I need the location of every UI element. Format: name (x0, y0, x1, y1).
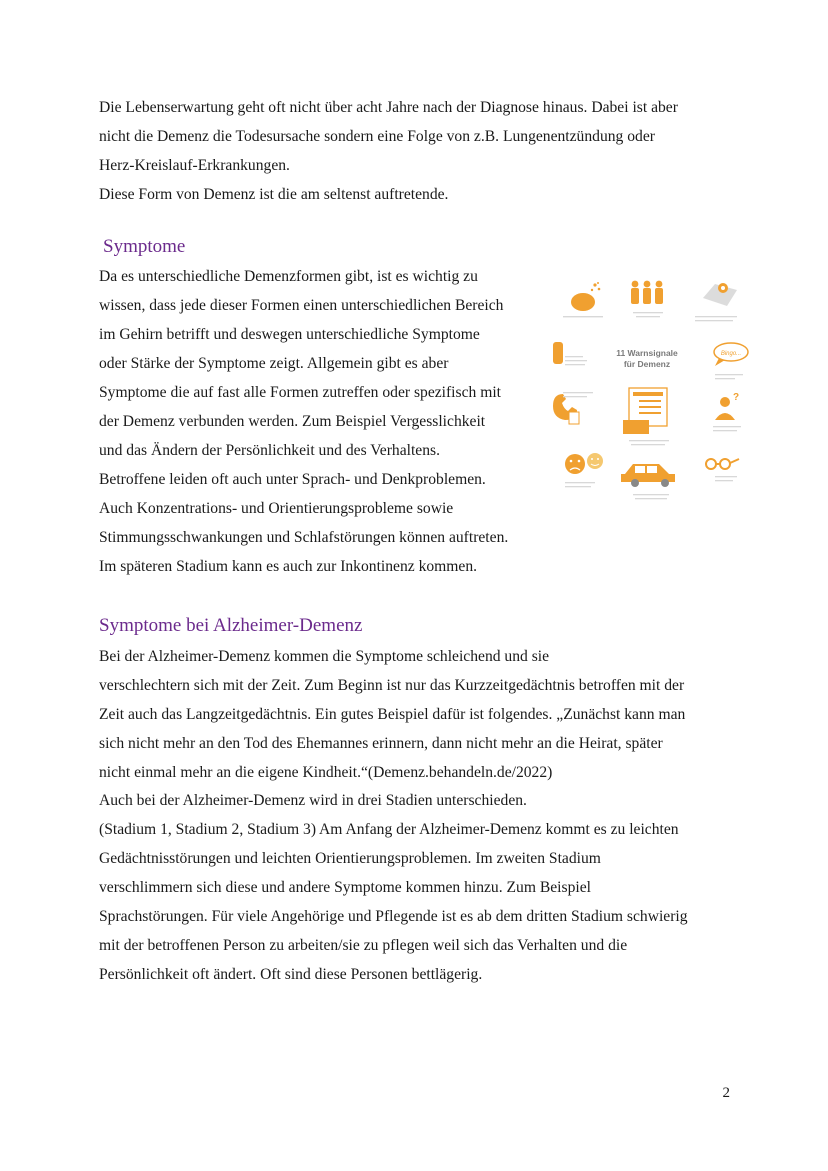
bingo-label: Bingo... (720, 351, 742, 357)
symptome-line-7: und das Ändern der Persönlichkeit und des Verhaltens. (99, 442, 440, 459)
alzheimer-line-6: Auch bei der Alzheimer-Demenz wird in drei Stadien unterschieden. (99, 792, 527, 809)
mood-faces-icon (565, 453, 603, 487)
svg-text:?: ? (733, 392, 740, 403)
alzheimer-line-2: verschlechtern sich mit der Zeit. Zum Beginn ist nur das Kurzzeitgedächtnis betroffen mit der (99, 677, 685, 694)
alzheimer-line-4: sich nicht mehr an den Tod des Ehemannes erinnern, dann nicht mehr an die Heirat, später (99, 735, 663, 752)
section-heading-symptome: Symptome (103, 236, 186, 257)
intro-line-4: Diese Form von Demenz ist die am seltenst auftretende. (99, 186, 449, 203)
symptome-line-6: der Demenz verbunden werden. Zum Beispiel Vergesslichkeit (99, 413, 486, 430)
symptome-line-5: Symptome die auf fast alle Formen zutreffen oder spezifisch mit (99, 384, 501, 401)
alzheimer-line-10: Sprachstörungen. Für viele Angehörige und Pflegende ist es ab dem dritten Stadium schwierig (99, 908, 688, 925)
infographic-title-1: 11 Warnsignale (616, 348, 678, 358)
infographic-title-2: für Demenz (623, 359, 671, 369)
symptome-line-10: Stimmungsschwankungen und Schlafstörungen können auftreten. (99, 529, 509, 546)
withdrawal-icon (553, 342, 587, 365)
question-person-icon (713, 392, 741, 431)
brain-icon (563, 282, 603, 317)
symptome-line-8: Betroffene leiden oft auch unter Sprach- und Denkproblemen. (99, 471, 486, 488)
symptome-line-9: Auch Konzentrations- und Orientierungsprobleme sowie (99, 500, 454, 517)
alzheimer-line-3: Zeit auch das Langzeitgedächtnis. Ein gutes Beispiel dafür ist folgendes. „Zunächst kann man (99, 706, 686, 723)
alzheimer-line-8: Gedächtnisstörungen und leichten Orientierungsproblemen. Im zweiten Stadium (99, 850, 601, 867)
receipt-icon (623, 388, 669, 445)
car-icon (621, 464, 675, 499)
alzheimer-line-7: (Stadium 1, Stadium 2, Stadium 3) Am Anfang der Alzheimer-Demenz kommt es zu leichten (99, 821, 679, 838)
alzheimer-line-1: Bei der Alzheimer-Demenz kommen die Symptome schleichend und sie (99, 648, 550, 665)
alzheimer-line-9: verschlimmern sich diese und andere Symptome kommen hinzu. Zum Beispiel (99, 879, 591, 896)
intro-line-3: Herz-Kreislauf-Erkrankungen. (99, 157, 290, 174)
alzheimer-line-5: nicht einmal mehr an die eigene Kindheit.“(Demenz.behandeln.de/2022) (99, 764, 553, 781)
symptome-line-3: im Gehirn betrifft und deswegen unterschiedliche Symptome (99, 326, 480, 343)
people-icon (631, 281, 663, 318)
section-heading-alzheimer: Symptome bei Alzheimer-Demenz (99, 615, 363, 636)
phone-icon (553, 392, 593, 424)
symptome-line-1: Da es unterschiedliche Demenzformen gibt, ist es wichtig zu (99, 268, 478, 285)
glasses-icon (706, 459, 739, 481)
symptome-line-11: Im späteren Stadium kann es auch zur Inkontinenz kommen. (99, 558, 478, 575)
speech-bubble-icon (714, 343, 748, 379)
intro-line-1: Die Lebenserwartung geht oft nicht über acht Jahre nach der Diagnose hinaus. Dabei ist aber (99, 99, 678, 116)
symptome-line-4: oder Stärke der Symptome zeigt. Allgemein gibt es aber (99, 355, 449, 372)
map-icon (695, 283, 737, 321)
alzheimer-line-12: Persönlichkeit oft ändert. Oft sind diese Personen bettlägerig. (99, 966, 483, 983)
warning-signs-infographic (543, 270, 785, 518)
symptome-line-2: wissen, dass jede dieser Formen einen unterschiedlichen Bereich (99, 297, 504, 314)
intro-line-2: nicht die Demenz die Todesursache sondern eine Folge von z.B. Lungenentzündung oder (99, 128, 655, 145)
page-number: 2 (722, 1085, 730, 1101)
alzheimer-line-11: mit der betroffenen Person zu arbeiten/sie zu pflegen weil sich das Verhalten und die (99, 937, 628, 954)
